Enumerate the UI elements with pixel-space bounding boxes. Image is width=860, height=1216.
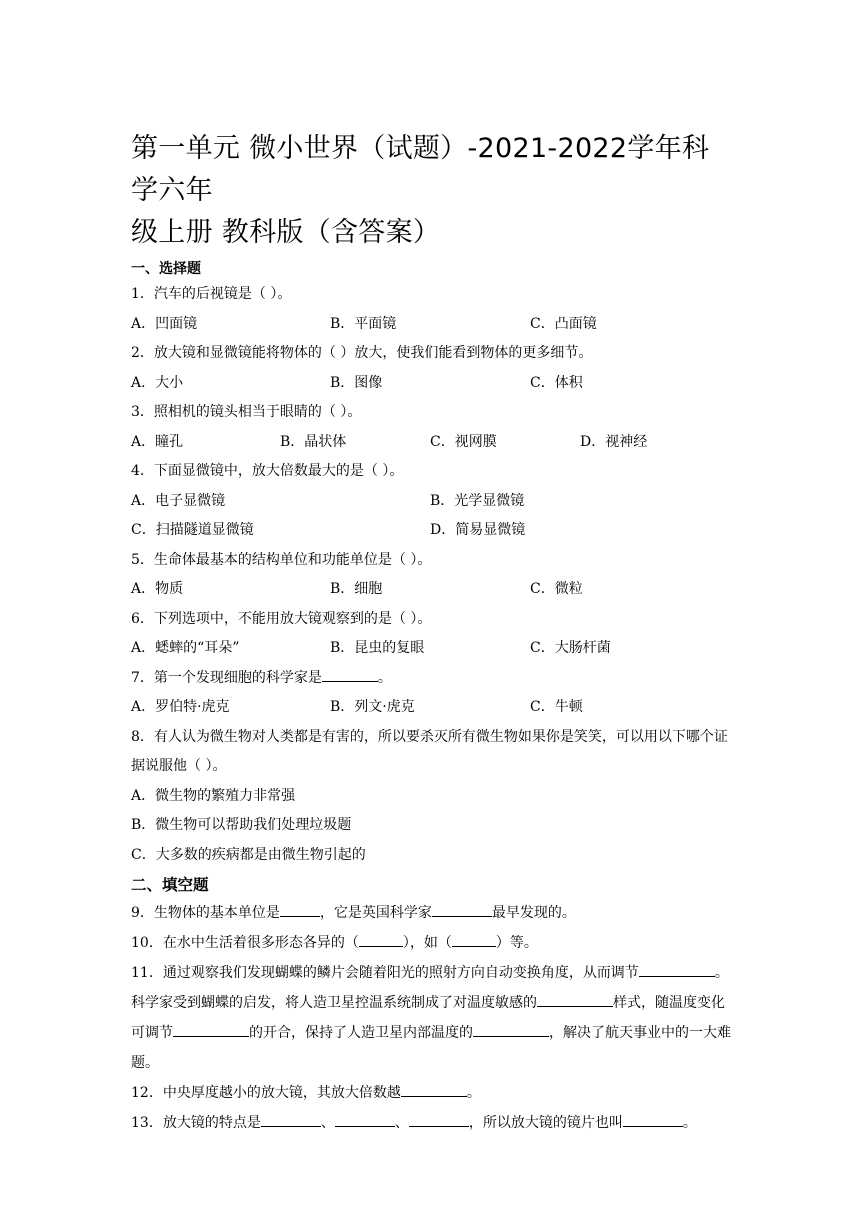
option-c[interactable]: C．凸面镜: [530, 315, 597, 332]
question-9-text-2: ，它是英国科学家: [319, 905, 432, 921]
answer-blank[interactable]: [537, 991, 613, 1007]
question-3-options: [131, 428, 731, 458]
option-b[interactable]: B．图像: [330, 374, 383, 391]
answer-blank[interactable]: [623, 1111, 683, 1127]
answer-blank[interactable]: [639, 961, 715, 977]
option-b[interactable]: B．细胞: [330, 581, 383, 597]
question-4-options-row1: [131, 487, 731, 517]
question-5-options: [131, 575, 731, 605]
option-d[interactable]: D．视神经: [580, 433, 648, 450]
answer-blank[interactable]: [452, 931, 496, 947]
option-c[interactable]: C．微粒: [530, 581, 583, 597]
option-b[interactable]: B．平面镜: [330, 315, 397, 332]
question-10-text-3: ）等。: [495, 935, 538, 951]
answer-blank[interactable]: [409, 1111, 469, 1127]
option-c[interactable]: C．大多数的疾病都是由微生物引起的: [131, 846, 366, 863]
question-9-text-1: 9．生物体的基本单位是: [131, 905, 280, 921]
section-heading-fill: 二、填空题: [131, 876, 209, 894]
answer-blank[interactable]: [322, 666, 378, 682]
question-4: 4．下面显微镜中，放大倍数最大的是（ ）。: [131, 463, 404, 479]
answer-blank[interactable]: [261, 1111, 321, 1127]
answer-blank[interactable]: [173, 1021, 249, 1037]
question-11: [131, 958, 731, 1078]
answer-blank[interactable]: [432, 901, 492, 917]
title-line-1: 第一单元 微小世界（试题）-2021-2022学年科学六年: [131, 133, 710, 206]
answer-blank[interactable]: [335, 1111, 395, 1127]
answer-blank[interactable]: [473, 1021, 549, 1037]
question-1: 1．汽车的后视镜是（ ）。: [131, 286, 292, 302]
section-heading-choice: 一、选择题: [131, 261, 201, 277]
question-11-text-1: 11．通过观察我们发现蝴蝶的鳞片会随着阳光的照射方向自动变换角度，从而调节: [131, 965, 639, 981]
question-13: [131, 1108, 731, 1138]
title-line-2: 级上册 教科版（含答案）: [131, 217, 441, 248]
option-b[interactable]: B．昆虫的复眼: [330, 640, 425, 656]
worksheet-title: [131, 128, 731, 254]
option-a[interactable]: A．凹面镜: [131, 315, 198, 332]
worksheet-page: [131, 128, 731, 1138]
question-10: [131, 928, 731, 958]
option-a[interactable]: A．蟋蟀的“耳朵”: [131, 640, 240, 656]
option-b[interactable]: B．微生物可以帮助我们处理垃圾题: [131, 817, 352, 833]
answer-blank[interactable]: [359, 931, 403, 947]
question-11-text-2: 。科学家受到蝴蝶的启发，将人造卫星控温系统制成了对温度敏感的: [131, 965, 729, 1011]
answer-blank[interactable]: [401, 1081, 467, 1097]
question-2-options: [131, 369, 731, 399]
question-1-options: [131, 310, 731, 340]
option-a[interactable]: A．瞳孔: [131, 433, 184, 450]
answer-blank[interactable]: [280, 901, 320, 917]
question-11-text-4: 的开合，保持了人造卫星内部温度的: [249, 1025, 473, 1041]
option-c[interactable]: C．视网膜: [430, 433, 497, 450]
question-7-stem: 7．第一个发现细胞的科学家是: [131, 669, 322, 686]
question-9: [131, 898, 731, 928]
question-2: 2．放大镜和显微镜能将物体的（ ）放大，使我们能看到物体的更多细节。: [131, 345, 593, 361]
question-4-options-row2: [131, 516, 731, 546]
option-b[interactable]: B．光学显微镜: [430, 492, 525, 509]
option-d[interactable]: D．简易显微镜: [430, 522, 526, 538]
question-6: 6．下列选项中，不能用放大镜观察到的是（ ）。: [131, 610, 432, 627]
question-12: [131, 1078, 731, 1108]
option-c[interactable]: C．牛顿: [530, 699, 583, 715]
question-10-text-2: ），如（: [402, 935, 452, 951]
option-a[interactable]: A．电子显微镜: [131, 492, 226, 509]
question-11-text-5: ，解决了航天事业中的一大难题。: [131, 1025, 731, 1071]
question-13-text-3: 、: [394, 1115, 409, 1131]
question-3: 3．照相机的镜头相当于眼睛的（ ）。: [131, 404, 362, 420]
question-13-text-1: 13．放大镜的特点是: [131, 1115, 261, 1131]
option-c[interactable]: C．扫描隧道显微镜: [131, 522, 254, 538]
question-11-text-3: 样式，随温度变化可调节: [131, 995, 725, 1041]
question-9-text-3: 最早发现的。: [491, 905, 576, 921]
option-a[interactable]: A．物质: [131, 581, 184, 597]
option-b[interactable]: B．列文·虎克: [330, 699, 415, 715]
option-a[interactable]: A．微生物的繁殖力非常强: [131, 787, 296, 804]
question-12-text-1: 12．中央厚度越小的放大镜，其放大倍数越: [131, 1085, 401, 1101]
option-a[interactable]: A．罗伯特·虎克: [131, 699, 230, 715]
question-7: [131, 664, 731, 694]
question-7-options: [131, 693, 731, 723]
option-a[interactable]: A．大小: [131, 374, 184, 391]
question-13-text-2: 、: [320, 1115, 335, 1131]
question-13-text-4: ，所以放大镜的镜片也叫: [468, 1115, 623, 1131]
question-13-text-5: 。: [682, 1115, 697, 1131]
option-c[interactable]: C．大肠杆菌: [530, 640, 611, 656]
option-c[interactable]: C．体积: [530, 374, 583, 391]
question-5: 5．生命体最基本的结构单位和功能单位是（ ）。: [131, 551, 432, 568]
question-7-tail: 。: [377, 669, 392, 686]
question-12-text-2: 。: [466, 1085, 481, 1101]
question-10-text-1: 10．在水中生活着很多形态各异的（: [131, 935, 359, 951]
option-b[interactable]: B．晶状体: [280, 433, 347, 450]
question-6-options: [131, 634, 731, 664]
question-8: 8．有人认为微生物对人类都是有害的，所以要杀灭所有微生物如果你是笑笑，可以用以下哪个证据说服他（ ）。: [131, 728, 728, 774]
